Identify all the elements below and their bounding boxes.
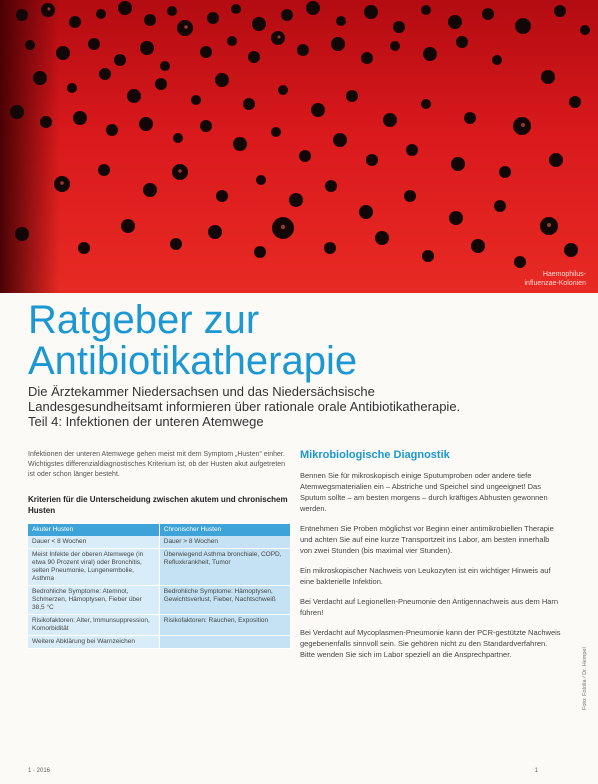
intro-line-2: Landesgesundheitsamt informieren über rationale orale Antibiotikatherapie. — [28, 399, 461, 414]
table-cell — [159, 636, 290, 649]
table-cell: Weitere Abklärung bei Warnzeichen — [28, 636, 159, 649]
page-number: 1 — [534, 768, 538, 774]
table-cell: Überwiegend Asthma bronchiale, COPD, Refluxkrankheit, Tumor — [159, 549, 290, 586]
table-cell: Bedrohliche Symptome: Atemnot, Schmerzen, Hämoptysen, Fieber über 38,5 °C — [28, 586, 159, 615]
caption-line-1: Haemophilus- — [542, 271, 586, 278]
paragraph-legionella: Bei Verdacht auf Legionellen-Pneumonie den Antigennachweis aus dem Harn führen! — [300, 597, 559, 617]
bacterial-colonies-illustration — [0, 0, 598, 293]
table-cell: Risikofaktoren: Alter, Immunsuppression, Komorbidität — [28, 615, 159, 636]
article-intro — [28, 384, 573, 429]
table-cell: Meist Infekte der oberen Atemwege (in etwa 90 Prozent viral) oder Bronchitis, selten Pneumonie, Lungenembolie, Asthma — [28, 549, 159, 586]
table-row — [28, 549, 291, 586]
left-column — [28, 450, 291, 649]
image-caption — [496, 270, 586, 288]
intro-line-3: Teil 4: Infektionen der unteren Atemwege — [28, 414, 264, 429]
photo-credit: Foto: Fotolia / Dr. Hempel — [582, 647, 588, 710]
table-row — [28, 536, 291, 549]
paragraph-sampling: Entnehmen Sie Proben möglichst vor Beginn einer antimikrobiellen Therapie und achten Sie auf eine kurze Transportzeit ins Labor, am besten innerhalb von zwei Stunden (bis maximal vier Stunden). — [300, 524, 554, 555]
table-row — [28, 586, 291, 615]
left-paragraph: Infektionen der unteren Atemwege gehen meist mit dem Symptom „Husten“ einher. Wichtigstes differenzialdiagnostisches Kriterium ist, ob der Husten akut aufgetreten ist oder schon länger besteht. — [28, 451, 286, 478]
table-cell: Risikofaktoren: Rauchen, Exposition — [159, 615, 290, 636]
paragraph-sputum: Bennen Sie für mikroskopisch einige Sputumproben oder andere tiefe Atemwegsmaterialien ein – Abstriche und Speichel sind ungeeignet! Das Sputum sollte – am besten morgens – durch kräftiges Abhusten gewonnen werden. — [300, 471, 548, 513]
table-header-row — [28, 524, 291, 536]
table-cell: Bedrohliche Symptome: Hämoptysen, Gewichtsverlust, Fieber, Nachtschweiß — [159, 586, 290, 615]
section-heading: Mikrobiologische Diagnostik — [300, 449, 450, 461]
hero-image — [0, 0, 598, 293]
header-acute: Akuter Husten — [28, 524, 159, 536]
table-cell: Dauer > 8 Wochen — [159, 536, 290, 549]
table-title: Kriterien für die Unterscheidung zwischen akutem und chronischem Husten — [28, 495, 288, 515]
paragraph-leukocytes: Ein mikroskopischer Nachweis von Leukozyten ist ein wichtiger Hinweis auf eine bakterielle Infektion. — [300, 566, 551, 586]
footer-issue: 1 · 2016 — [28, 768, 51, 774]
title-line-1: Ratgeber zur — [28, 298, 260, 342]
right-column — [300, 448, 562, 669]
paragraph-mycoplasma: Bei Verdacht auf Mycoplasmen-Pneumonie kann der PCR-gestützte Nachweis gegebenenfalls sinnvoll sein. Sie gehören nicht zu den Standardverfahren. Bitte wenden Sie sich im Labor speziell an die Ansprechpartner. — [300, 628, 561, 659]
header-chronic: Chronischer Husten — [159, 524, 290, 536]
table-row — [28, 636, 291, 649]
table-row — [28, 615, 291, 636]
intro-line-1: Die Ärztekammer Niedersachsen und das Niedersächsische — [28, 384, 375, 399]
caption-line-2: influenzae-Kolonien — [524, 280, 586, 287]
table-cell: Dauer < 8 Wochen — [28, 536, 159, 549]
article-title — [28, 300, 568, 382]
title-line-2: Antibiotikatherapie — [28, 339, 358, 383]
cough-criteria-table — [28, 524, 291, 649]
